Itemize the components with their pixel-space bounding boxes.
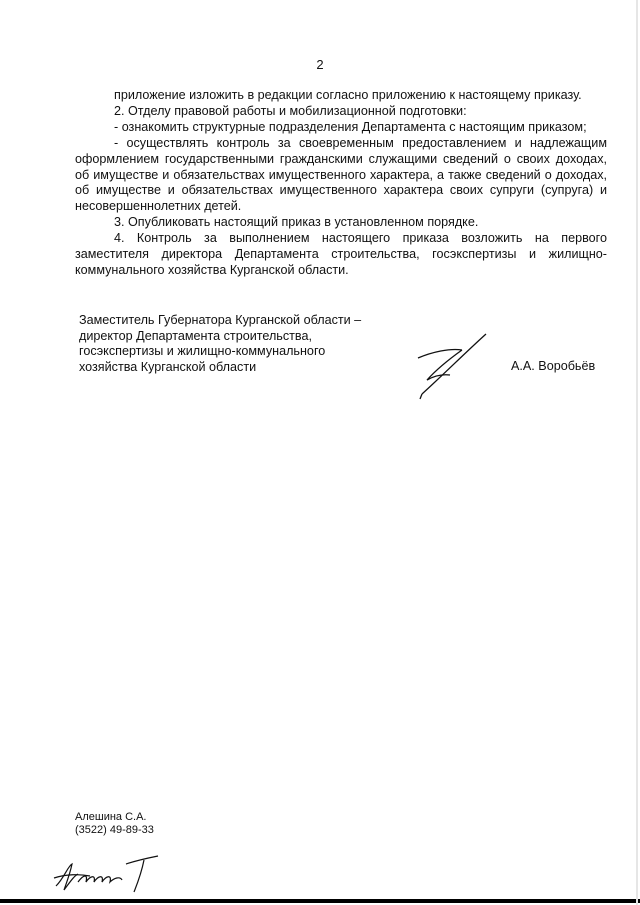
page-number: 2 xyxy=(316,57,324,72)
signatory-title-line: хозяйства Курганской области xyxy=(79,359,257,374)
signature-stroke xyxy=(422,334,486,394)
paragraph-appendix: приложение изложить в редакции согласно приложению к настоящему приказу. xyxy=(114,88,582,102)
signatory-title-line: госэкспертизы и жилищно-коммунального xyxy=(79,344,326,358)
signature-stroke xyxy=(126,856,158,864)
order-body xyxy=(75,88,607,279)
paragraph-item-2: 2. Отделу правовой работы и мобилизационной подготовки: xyxy=(114,103,467,118)
right-scan-edge xyxy=(636,0,638,905)
paragraph-familiarize: - ознакомить структурные подразделения Департамента с настоящим приказом; xyxy=(114,119,587,134)
bottom-scan-border xyxy=(0,899,640,903)
signature-stroke xyxy=(134,860,144,892)
signature-stroke xyxy=(78,876,122,882)
initials-signature xyxy=(50,852,170,897)
signatory-title xyxy=(79,313,361,375)
signature-mark xyxy=(410,330,495,402)
paragraph-item-4: 4. Контроль за выполнением настоящего приказа возложить на первого заместителя директора Департамента строительства, госэкспертизы и жилищно-коммунального хозяйства Курганской области. xyxy=(75,231,607,277)
signature-stroke xyxy=(418,349,462,358)
signature-stroke xyxy=(420,394,422,399)
executor-info xyxy=(75,811,154,837)
paragraph-control: - осуществлять контроль за своевременным предоставлением и надлежащим оформлением государственными гражданскими служащими сведений о своих доходах, об имуществе и обязательствах имущественного характера, а также сведений о доходах, об имуществе и обязательствах имущественного характера своих супруги (супруга) и несовершеннолетних детей. xyxy=(75,135,607,214)
signatory-title-line: Заместитель Губернатора Курганской области – xyxy=(79,313,362,327)
signatory-title-line: директор Департамента строительства, xyxy=(79,328,312,343)
signatory-name: А.А. Воробьёв xyxy=(511,359,596,373)
executor-name: Алешина С.А. xyxy=(75,811,147,823)
executor-phone: (3522) 49-89-33 xyxy=(75,824,154,836)
paragraph-item-3: 3. Опубликовать настоящий приказ в установленном порядке. xyxy=(114,215,479,230)
signature-stroke xyxy=(427,350,462,380)
